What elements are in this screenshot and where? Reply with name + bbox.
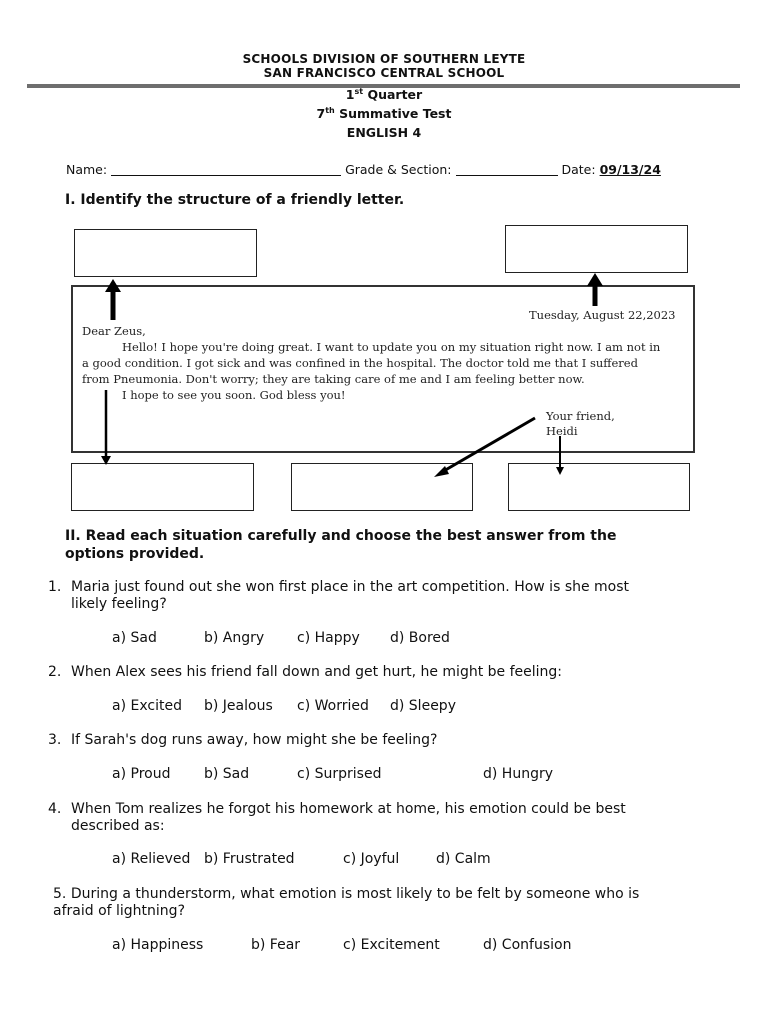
question-text-cont: afraid of lightning? <box>53 903 185 919</box>
letter-closing: Your friend, <box>546 409 615 423</box>
question-number: 1. <box>48 579 62 595</box>
letter-body-line2: a good condition. I got sick and was confined in the hospital. The doctor told me that I suffered <box>82 356 638 370</box>
question-text: During a thunderstorm, what emotion is most likely to be felt by someone who is <box>70 886 640 902</box>
question-text: Maria just found out she won first place in the art competition. How is she most <box>71 579 630 595</box>
test-word: Summative Test <box>334 106 452 121</box>
q4-option-a[interactable]: a) Relieved <box>112 851 191 867</box>
grade-label: Grade & Section: <box>345 162 452 177</box>
q4-option-c[interactable]: c) Joyful <box>343 851 400 867</box>
arrow-down-left-icon <box>101 390 111 465</box>
part1-title: I. Identify the structure of a friendly letter. <box>65 192 405 208</box>
q3-option-c[interactable]: c) Surprised <box>297 766 382 782</box>
question-text-cont: described as: <box>71 818 165 834</box>
question-3 <box>48 732 437 749</box>
test-number: 7 <box>316 106 326 121</box>
question-number: 2. <box>48 664 62 680</box>
quarter-number: 1 <box>345 87 355 102</box>
question-text-cont: likely feeling? <box>71 596 167 612</box>
letter-signature: Heidi <box>546 424 578 438</box>
q3-option-b[interactable]: b) Sad <box>204 766 250 782</box>
school-heading: SAN FRANCISCO CENTRAL SCHOOL <box>263 66 505 80</box>
arrow-up-left-icon <box>105 279 121 320</box>
q5-option-a[interactable]: a) Happiness <box>112 937 204 953</box>
q5-option-b[interactable]: b) Fear <box>251 937 301 953</box>
q5-option-c[interactable]: c) Excitement <box>343 937 440 953</box>
q3-option-d[interactable]: d) Hungry <box>483 766 553 782</box>
q2-option-d[interactable]: d) Sleepy <box>390 698 456 714</box>
letter-date: Tuesday, August 22,2023 <box>529 308 676 322</box>
q3-option-a[interactable]: a) Proud <box>112 766 171 782</box>
question-5 <box>53 886 639 920</box>
q1-option-a[interactable]: a) Sad <box>112 630 157 646</box>
arrow-diagonal-icon <box>434 418 535 477</box>
part2-number: II. <box>65 528 81 544</box>
letter-body-line1: Hello! I hope you're doing great. I want to update you on my situation right now. I am not in <box>122 340 661 354</box>
q4-option-d[interactable]: d) Calm <box>436 851 491 867</box>
question-2 <box>48 664 562 681</box>
part2-title <box>65 527 616 563</box>
test-superscript: th <box>325 106 335 115</box>
q2-option-b[interactable]: b) Jealous <box>204 698 273 714</box>
q1-option-c[interactable]: c) Happy <box>297 630 360 646</box>
q5-option-d[interactable]: d) Confusion <box>483 937 572 953</box>
question-text: When Tom realizes he forgot his homework at home, his emotion could be best <box>71 801 626 817</box>
q1-option-b[interactable]: b) Angry <box>204 630 265 646</box>
arrow-down-right-icon <box>556 436 564 475</box>
date-value: 09/13/24 <box>599 162 661 177</box>
q4-option-b[interactable]: b) Frustrated <box>204 851 295 867</box>
name-label: Name: <box>66 162 108 177</box>
quarter-word: Quarter <box>363 87 423 102</box>
q1-option-d[interactable]: d) Bored <box>390 630 450 646</box>
question-4 <box>48 801 626 835</box>
date-label: Date: <box>561 162 596 177</box>
question-text: When Alex sees his friend fall down and get hurt, he might be feeling: <box>71 664 562 680</box>
question-number: 4. <box>48 801 62 817</box>
question-number: 3. <box>48 732 62 748</box>
letter-greeting: Dear Zeus, <box>82 324 146 338</box>
question-text: If Sarah's dog runs away, how might she be feeling? <box>71 732 438 748</box>
subject-heading: ENGLISH 4 <box>346 125 422 140</box>
q2-option-a[interactable]: a) Excited <box>112 698 182 714</box>
letter-body-line4: I hope to see you soon. God bless you! <box>122 388 346 402</box>
part2-title-line1: Read each situation carefully and choose the best answer from the <box>80 528 617 544</box>
q2-option-c[interactable]: c) Worried <box>297 698 369 714</box>
quarter-superscript: st <box>354 87 364 96</box>
letter-body-line3: from Pneumonia. Don't worry; they are taking care of me and I am feeling better now. <box>82 372 585 386</box>
question-1 <box>48 579 629 613</box>
part2-title-line2: options provided. <box>65 546 205 562</box>
arrow-up-right-icon <box>587 273 603 306</box>
division-heading: SCHOOLS DIVISION OF SOUTHERN LEYTE <box>242 52 526 66</box>
question-number: 5. <box>53 886 67 902</box>
